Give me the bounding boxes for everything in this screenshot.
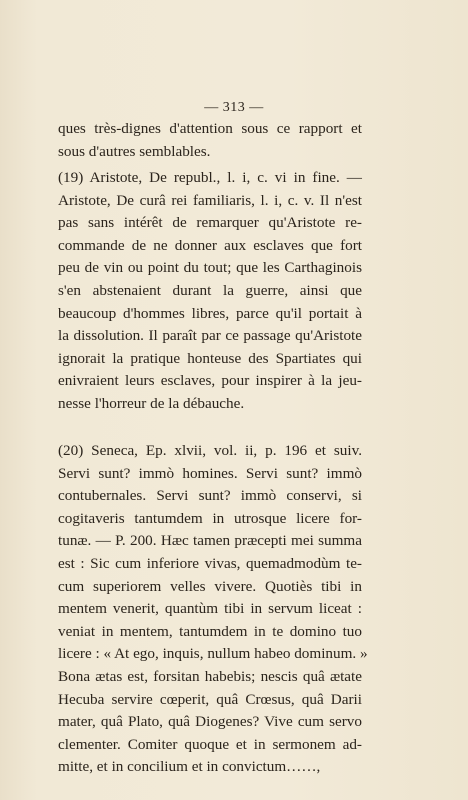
text-line: mentem venerit, quantùm tibi in servum liceat : xyxy=(58,600,362,618)
text-line: peu de vin ou point du tout; que les Carthaginois xyxy=(58,259,362,277)
text-line: veniat in mentem, tantumdem in te domino tuo xyxy=(58,622,362,640)
text-line: Servi sunt? immò homines. Servi sunt? immò xyxy=(58,464,362,482)
text-line: Bona ætas est, forsitan habebis; nescis quâ ætate xyxy=(58,667,362,685)
paragraph-continuation xyxy=(58,118,362,163)
text-line: enivraient leurs esclaves, pour inspirer à la jeu- xyxy=(58,372,362,390)
text-line: sous d'autres semblables. xyxy=(58,142,211,160)
text-line: la dissolution. Il paraît par ce passage qu'Aristote xyxy=(58,327,362,345)
text-line: cum superiorem velles vivere. Quotiès tibi in xyxy=(58,577,362,595)
text-line: Hecuba servire cœperit, quâ Crœsus, quâ Darii xyxy=(58,690,362,708)
text-line: cogitaveris tantumdem in utrosque licere for- xyxy=(58,509,362,527)
text-line: est : Sic cum inferiore vivas, quemadmodùm te- xyxy=(58,554,362,572)
text-line: beaucoup d'hommes libres, parce qu'il portait à xyxy=(58,304,362,322)
text-line: pas sans intérêt de remarquer qu'Aristote re- xyxy=(58,214,362,232)
text-line: ignorait la pratique honteuse des Spartiates qui xyxy=(58,349,362,367)
text-line: (19) Aristote, De republ., l. i, c. vi in fine. — xyxy=(58,169,362,186)
text-line: commande de ne donner aux esclaves que fort xyxy=(58,236,362,254)
page-number: — 313 — xyxy=(204,100,264,115)
note-20 xyxy=(58,440,368,779)
text-line: mitte, et in concilium et in convictum……, xyxy=(58,758,321,776)
text-line: mater, quâ Plato, quâ Diogenes? Vive cum servo xyxy=(58,713,362,731)
text-line: licere : « At ego, inquis, nullum habeo dominum. » xyxy=(58,645,368,663)
note-19 xyxy=(58,167,362,416)
text-line: nesse l'horreur de la débauche. xyxy=(58,394,245,412)
text-line: ques très-dignes d'attention sous ce rapport et xyxy=(58,120,362,137)
text-line: Aristote, De curâ rei familiaris, l. i, c. v. Il n'est xyxy=(58,191,362,209)
text-line: clementer. Comiter quoque et in sermonem ad- xyxy=(58,735,362,753)
text-line: (20) Seneca, Ep. xlvii, vol. ii, p. 196 et suiv. xyxy=(58,442,362,459)
text-line: tunæ. — P. 200. Hæc tamen præcepti mei summa xyxy=(58,532,362,550)
text-line: contubernales. Servi sunt? immò conservi, si xyxy=(58,487,362,505)
text-line: s'en abstenaient durant la guerre, ainsi que xyxy=(58,281,362,299)
